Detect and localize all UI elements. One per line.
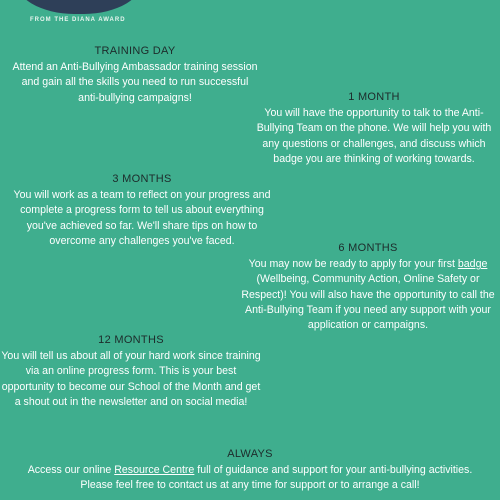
one-month-title: 1 MONTH <box>348 91 400 103</box>
logo-emblem <box>14 0 144 14</box>
training-day-section <box>10 44 260 106</box>
six-months-text <box>236 257 500 333</box>
twelve-months-section <box>0 333 262 410</box>
six-months-text-before: You may now be ready to apply for your first <box>248 258 458 271</box>
training-day-text: Attend an Anti-Bullying Ambassador training session and gain all the skills you need to run successful anti-bullying campaigns! <box>12 61 258 104</box>
training-day-title: TRAINING DAY <box>94 45 176 57</box>
always-text-after: full of guidance and support for your anti-bullying activities. <box>194 464 473 477</box>
twelve-months-text: You will tell us about all of your hard work since training via an online progress form. This is your best opportunity to become our School of the Month and get a shout out in the newsletter and on social media! <box>1 350 261 408</box>
logo-caption: FROM THE DIANA AWARD <box>30 17 126 23</box>
three-months-text: You will work as a team to reflect on your progress and complete a progress form to tell us about everything you've achieved so far. We'll share tips on how to overcome any challenges you've faced. <box>13 189 271 247</box>
always-section <box>0 447 500 494</box>
always-text <box>0 463 500 478</box>
twelve-months-title: 12 MONTHS <box>98 334 164 346</box>
six-months-text-after: (Wellbeing, Community Action, Online Safety or Respect)! You will also have the opportunity to call the Anti-Bullying Team if you need any support with your application or campaigns. <box>241 273 495 332</box>
three-months-title: 3 MONTHS <box>112 173 172 185</box>
always-text-before: Access our online <box>27 464 115 477</box>
six-months-title: 6 MONTHS <box>338 242 398 254</box>
three-months-section <box>4 172 280 249</box>
always-title: ALWAYS <box>227 448 273 460</box>
badge-link[interactable]: badge <box>457 258 488 271</box>
resource-centre-link[interactable]: Resource Centre <box>114 464 195 477</box>
one-month-section <box>248 90 500 167</box>
six-months-section <box>236 241 500 333</box>
one-month-text: You will have the opportunity to talk to the Anti-Bullying Team on the phone. We will help you with any questions or challenges, and discuss which badge you are thinking of working towards. <box>256 107 492 165</box>
always-line2: Please feel free to contact us at any time for support or to arrange a call! <box>80 479 420 492</box>
